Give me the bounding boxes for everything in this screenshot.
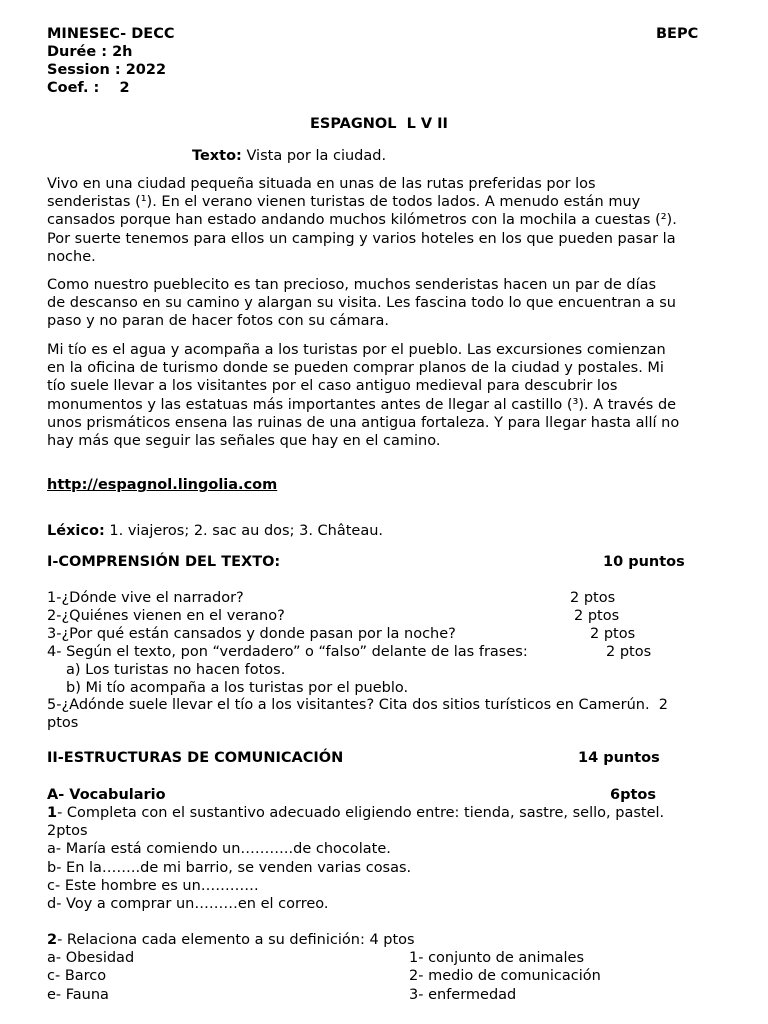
source-link[interactable]: http://espagnol.lingolia.com xyxy=(47,477,278,493)
lexico-value: 1. viajeros; 2. sac au dos; 3. Château. xyxy=(104,523,384,539)
exercise-2-right-item: 3- enfermedad xyxy=(409,987,517,1003)
exercise-2-number: 2 xyxy=(47,932,58,948)
reading-line: Como nuestro pueblecito es tan precioso, muchos senderistas hacen un par de días xyxy=(47,277,657,293)
text-heading xyxy=(192,147,386,165)
question-5: 5-¿Adónde suele llevar el tío a los visitantes? Cita dos sitios turísticos en Camerún. 2 xyxy=(47,697,669,713)
reading-line: noche. xyxy=(47,248,96,265)
reading-line: cansados porque han estado andando muchos kilómetros con la mochila a cuestas (²). xyxy=(47,212,677,229)
header-session: Session : 2022 xyxy=(47,62,167,78)
reading-paragraph-3 xyxy=(47,341,727,450)
header-org: MINESEC- DECC xyxy=(47,26,175,42)
text-heading-value: Vista por la ciudad. xyxy=(241,148,387,164)
exercise-1-item-a: a- María está comiendo un………..de chocolate. xyxy=(47,841,391,857)
reading-line: monumentos y las estatuas más importantes antes de llegar al castillo (³). A través de xyxy=(47,396,677,413)
section2-title: II-ESTRUCTURAS DE COMUNICACIÓN xyxy=(47,750,344,766)
question-5-points: ptos xyxy=(47,715,79,731)
question-1: 1-¿Dónde vive el narrador? xyxy=(47,590,244,606)
header-coef: Coef. : 2 xyxy=(47,80,130,96)
header-exam: BEPC xyxy=(656,26,699,42)
question-1-points: 2 ptos xyxy=(570,590,616,606)
exercise-2-instruction: - Relaciona cada elemento a su definición: 4 ptos xyxy=(57,932,415,948)
text-heading-label: Texto: xyxy=(192,148,242,164)
exercise-1-number: 1 xyxy=(47,805,58,821)
vocabulary-title: A- Vocabulario xyxy=(47,787,166,803)
reading-line: de descanso en su camino y alargan su visita. Les fascina todo lo que encuentran a su xyxy=(47,295,676,312)
exercise-2-left-item: a- Obesidad xyxy=(47,950,135,966)
question-3-points: 2 ptos xyxy=(590,626,636,642)
question-2: 2-¿Quiénes vienen en el verano? xyxy=(47,608,285,624)
exercise-2-right-item: 2- medio de comunicación xyxy=(409,968,601,984)
reading-line: Mi tío es el agua y acompaña a los turistas por el pueblo. Las excursiones comienzan xyxy=(47,342,666,358)
lexico-label: Léxico: xyxy=(47,523,105,539)
reading-line: tío suele llevar a los visitantes por el caso antiguo medieval para descubrir los xyxy=(47,378,618,395)
exercise-1-item-b: b- En la……..de mi barrio, se venden varias cosas. xyxy=(47,860,412,876)
reading-line: unos prismáticos ensena las ruinas de una antigua fortaleza. Y para llegar hasta allí no xyxy=(47,414,680,431)
page-title: ESPAGNOL L V II xyxy=(310,116,448,132)
reading-line: hay más que seguir las señales que hay en el camino. xyxy=(47,433,441,450)
section1-points: 10 puntos xyxy=(603,554,685,570)
exercise-1-item-d: d- Voy a comprar un………en el correo. xyxy=(47,896,329,912)
exercise-2 xyxy=(47,931,415,949)
header-duration: Durée : 2h xyxy=(47,44,133,60)
reading-line: senderistas (¹). En el verano vienen turistas de todos lados. A menudo están muy xyxy=(47,194,641,211)
section1-title: I-COMPRENSIÓN DEL TEXTO: xyxy=(47,554,281,570)
exercise-2-left-item: c- Barco xyxy=(47,968,107,984)
exercise-2-left-item: e- Fauna xyxy=(47,987,109,1003)
question-3: 3-¿Por qué están cansados y donde pasan por la noche? xyxy=(47,626,456,642)
exercise-1-item-c: c- Este hombre es un………… xyxy=(47,878,259,894)
reading-paragraph-2 xyxy=(47,276,727,331)
exercise-1 xyxy=(47,804,664,822)
section2-points: 14 puntos xyxy=(578,750,660,766)
reading-line: Vivo en una ciudad pequeña situada en unas de las rutas preferidas por los xyxy=(47,176,596,192)
reading-line: Por suerte tenemos para ellos un camping y varios hoteles en los que pueden pasar la xyxy=(47,230,676,247)
reading-line: paso y no paran de hacer fotos con su cámara. xyxy=(47,313,390,330)
question-4: 4- Según el texto, pon “verdadero” o “falso” delante de las frases: xyxy=(47,644,528,660)
question-4-item-a: a) Los turistas no hacen fotos. xyxy=(66,662,286,678)
reading-line: en la oficina de turismo donde se pueden comprar planos de la ciudad y postales. Mi xyxy=(47,360,664,377)
question-4-points: 2 ptos xyxy=(606,644,652,660)
question-4-item-b: b) Mi tío acompaña a los turistas por el pueblo. xyxy=(66,680,409,696)
vocabulary-points: 6ptos xyxy=(610,787,656,803)
lexico xyxy=(47,522,383,540)
exercise-1-points: 2ptos xyxy=(47,823,88,839)
exercise-2-right-item: 1- conjunto de animales xyxy=(409,950,585,966)
exercise-1-instruction: - Completa con el sustantivo adecuado eligiendo entre: tienda, sastre, sello, pastel. xyxy=(57,805,665,821)
question-2-points: 2 ptos xyxy=(574,608,620,624)
reading-paragraph-1 xyxy=(47,175,727,266)
